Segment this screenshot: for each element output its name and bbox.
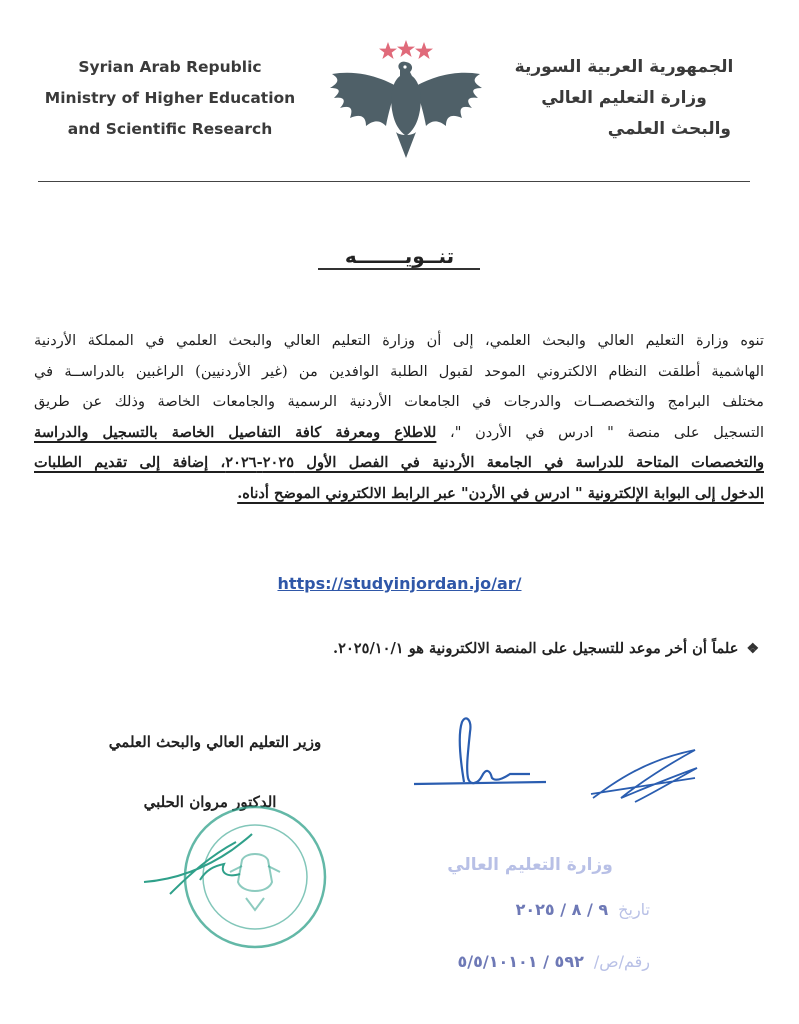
- arabic-header-line-2: وزارة التعليم العالي: [541, 88, 707, 108]
- stamp-number: [400, 952, 650, 971]
- stamp-date: [420, 900, 650, 919]
- emblem-stars: [379, 40, 433, 59]
- stamp-number-value: ٥٩٢ / ٥/٥/١٠١٠١: [457, 952, 584, 971]
- english-header: [30, 52, 310, 145]
- handwritten-signature-right: [585, 742, 705, 812]
- eagle-emblem-icon: [326, 36, 486, 160]
- english-header-line-1: Syrian Arab Republic: [78, 58, 262, 76]
- body-line-1: تنوه وزارة التعليم العالي والبحث العلمي، إلى أن وزارة التعليم العالي والبحث العلمي في المملكة الأردنية: [34, 332, 764, 349]
- body-line-4-underlined: للاطلاع ومعرفة كافة التفاصيل الخاصة بالتسجيل والدراسة: [34, 423, 437, 441]
- english-header-line-2: Ministry of Higher Education: [44, 89, 296, 107]
- deadline-note: [333, 640, 759, 657]
- emblem-eagle: [330, 62, 482, 158]
- body-line-6: [34, 479, 764, 510]
- arabic-header-line-1: الجمهورية العربية السورية: [514, 57, 734, 77]
- body-line-4: [34, 418, 764, 449]
- body-line-5: [34, 448, 764, 479]
- notice-title: تنــويـــــــه: [344, 244, 455, 268]
- handwritten-signature-middle: [410, 712, 550, 792]
- minister-title: وزير التعليم العالي والبحث العلمي: [108, 733, 322, 751]
- minister-name: الدكتور مروان الحلبي: [143, 793, 277, 811]
- body-line-2: الهاشمية أطلقت النظام الالكتروني الموحد لقبول الطلبة الوافدين من (غير الأردنيين) الراغبين بالدراســة في: [34, 362, 764, 380]
- body-line-3: مختلف البرامج والتخصصــات والدرجات في الجامعات الأردنية الرسمية والجامعات الخاصة وذلك عن طريق: [34, 393, 764, 410]
- arabic-header-line-3: والبحث العلمي: [607, 119, 731, 139]
- english-header-line-3: and Scientific Research: [67, 120, 273, 138]
- star-icon: [415, 42, 433, 59]
- header-divider: [38, 181, 750, 182]
- body-line-5-underlined: والتخصصات المتاحة للدراسة في الجامعة الأردنية في الفصل الأول ٢٠٢٥-٢٠٢٦، إضافة إلى تقديم الطلبات: [34, 454, 764, 471]
- stamp-date-label: تاريخ: [618, 900, 650, 919]
- notice-body: [34, 326, 764, 509]
- body-line-6-underlined: الدخول إلى البوابة الإلكترونية " ادرس في الأردن" عبر الرابط الالكتروني الموضح أدناه.: [237, 484, 764, 502]
- study-in-jordan-link[interactable]: https://studyinjordan.jo/ar/: [277, 574, 522, 593]
- handwritten-signature-left: [140, 820, 260, 900]
- stamp-number-label: رقم/ص/: [593, 952, 650, 971]
- star-icon: [379, 42, 397, 59]
- stamp-ministry-name: وزارة التعليم العالي: [447, 855, 613, 875]
- diamond-bullet-icon: ❖: [746, 641, 759, 657]
- deadline-note-text: علماً أن أخر موعد للتسجيل على المنصة الالكترونية هو ٢٠٢٥/١٠/١.: [333, 640, 739, 657]
- star-icon: [397, 40, 415, 57]
- stamp-date-value: ٩ / ٨ / ٢٠٢٥: [515, 900, 609, 919]
- notice-title-underline: [318, 268, 480, 270]
- arabic-header: [499, 52, 749, 145]
- body-line-4-plain: التسجيل على منصة " ادرس في الأردن "،: [436, 423, 765, 441]
